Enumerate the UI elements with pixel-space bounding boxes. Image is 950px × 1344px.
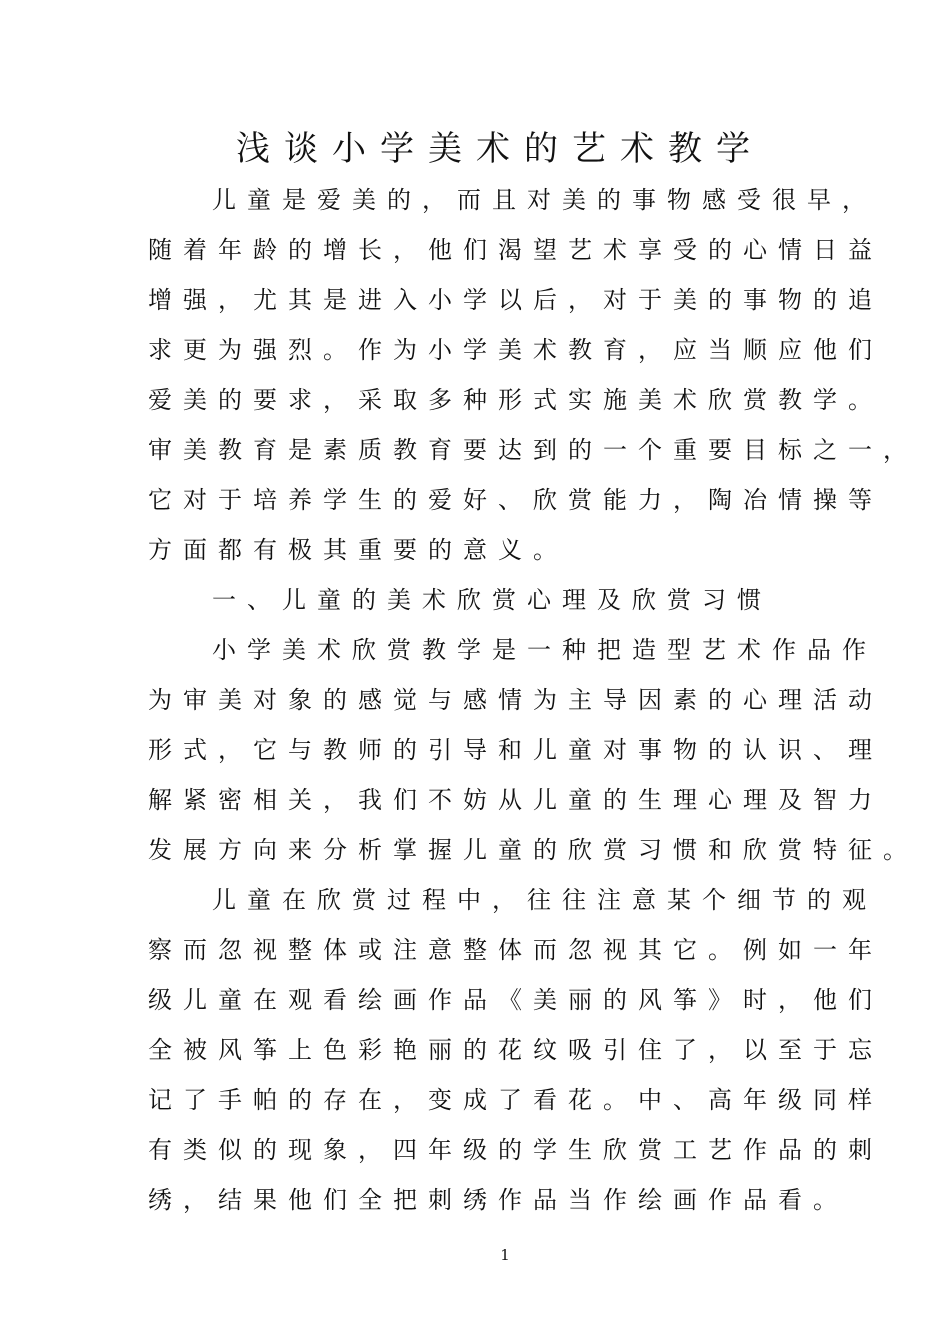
- paragraph-line: 记了手帕的存在，变成了看花。中、高年级同样: [148, 1086, 883, 1114]
- paragraph-line: 绣，结果他们全把刺绣作品当作绘画作品看。: [148, 1186, 848, 1214]
- paragraph-line: 察而忽视整体或注意整体而忽视其它。例如一年: [148, 936, 883, 964]
- paragraph-line: 儿童在欣赏过程中，往往注意某个细节的观: [212, 886, 877, 914]
- paragraph-line: 全被风筝上色彩艳丽的花纹吸引住了，以至于忘: [148, 1036, 883, 1064]
- paragraph-line: 儿童是爱美的，而且对美的事物感受很早，: [212, 186, 877, 214]
- section-heading: 一、儿童的美术欣赏心理及欣赏习惯: [212, 586, 772, 614]
- paragraph-line: 它对于培养学生的爱好、欣赏能力，陶冶情操等: [148, 486, 883, 514]
- paragraph-line: 审美教育是素质教育要达到的一个重要目标之一，: [148, 436, 918, 464]
- paragraph-line: 方面都有极其重要的意义。: [148, 536, 568, 564]
- paragraph-line: 形式，它与教师的引导和儿童对事物的认识、理: [148, 736, 883, 764]
- paragraph-line: 级儿童在观看绘画作品《美丽的风筝》时，他们: [148, 986, 883, 1014]
- document-title: 浅谈小学美术的艺术教学: [236, 129, 764, 169]
- paragraph-line: 随着年龄的增长，他们渴望艺术享受的心情日益: [148, 236, 883, 264]
- paragraph-line: 爱美的要求，采取多种形式实施美术欣赏教学。: [148, 386, 883, 414]
- paragraph-line: 有类似的现象，四年级的学生欣赏工艺作品的刺: [148, 1136, 883, 1164]
- paragraph-line: 为审美对象的感觉与感情为主导因素的心理活动: [148, 686, 883, 714]
- paragraph-line: 发展方向来分析掌握儿童的欣赏习惯和欣赏特征。: [148, 836, 918, 864]
- paragraph-line: 小学美术欣赏教学是一种把造型艺术作品作: [212, 636, 877, 664]
- paragraph-line: 解紧密相关，我们不妨从儿童的生理心理及智力: [148, 786, 883, 814]
- paragraph-line: 求更为强烈。作为小学美术教育，应当顺应他们: [148, 336, 883, 364]
- page-number: 1: [500, 1246, 510, 1264]
- paragraph-line: 增强，尤其是进入小学以后，对于美的事物的追: [148, 286, 883, 314]
